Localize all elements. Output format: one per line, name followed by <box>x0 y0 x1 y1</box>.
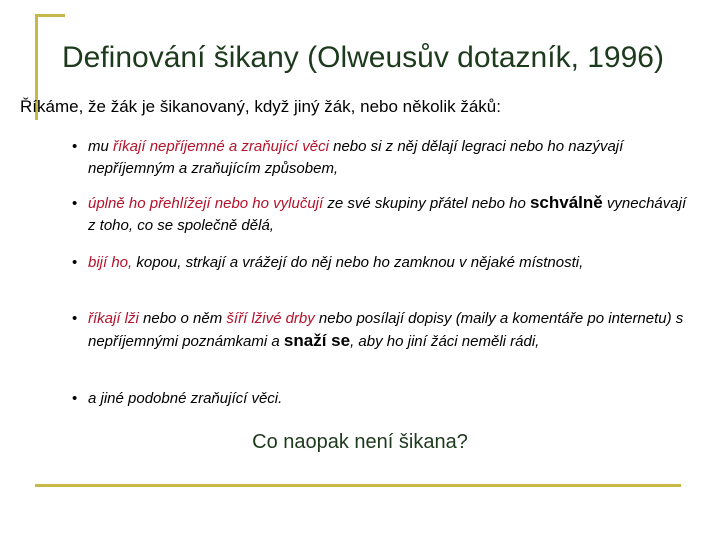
list-item <box>72 308 688 353</box>
item-text: nebo o něm <box>138 310 227 327</box>
bullet-icon: • <box>72 254 78 271</box>
item-text: vynechávají z toho, co se společně dělá, <box>88 195 687 234</box>
item-highlight: říkají nepříjemné a zraňující věci <box>113 138 329 155</box>
slide-title: Definování šikany (Olweusův dotazník, 1996) <box>62 41 664 74</box>
intro-text: Říkáme, že žák je šikanovaný, když jiný žák, nebo několik žáků: <box>20 97 501 116</box>
item-text: a jiné podobné zraňující věci. <box>88 390 283 407</box>
bullet-icon: • <box>72 138 78 155</box>
final-question: Co naopak není šikana? <box>252 431 468 453</box>
decorative-top-line <box>35 14 65 17</box>
list-item <box>72 252 688 274</box>
bullet-icon: • <box>72 390 78 407</box>
list-item <box>72 388 688 410</box>
decorative-bottom-line <box>35 484 681 487</box>
item-highlight: bijí ho, <box>88 254 133 271</box>
item-emphasis: snaží se <box>283 331 351 350</box>
item-text: , aby ho jiní žáci neměli rádi, <box>350 333 540 350</box>
item-text: mu <box>88 138 114 155</box>
item-text: ze své skupiny přátel nebo ho <box>323 195 530 212</box>
item-text: kopou, strkají a vrážejí do něj nebo ho zamknou v nějaké místnosti, <box>132 254 584 271</box>
item-highlight: říkají lži <box>88 310 139 327</box>
item-highlight: úplně ho přehlížejí nebo ho vylučují <box>88 195 324 212</box>
list-item <box>72 136 688 180</box>
item-highlight: šíří lživé drby <box>226 310 315 327</box>
bullet-icon: • <box>72 310 78 327</box>
item-text: nebo posílají dopisy (maily a komentáře po internetu) s nepříjemnými poznámkami a <box>88 310 684 350</box>
list-item <box>72 192 688 237</box>
item-text: nebo si z něj dělají legraci nebo ho nazývají nepříjemným a zraňujícím způsobem, <box>88 138 624 177</box>
item-emphasis: schválně <box>529 193 603 212</box>
bullet-icon: • <box>72 195 78 212</box>
